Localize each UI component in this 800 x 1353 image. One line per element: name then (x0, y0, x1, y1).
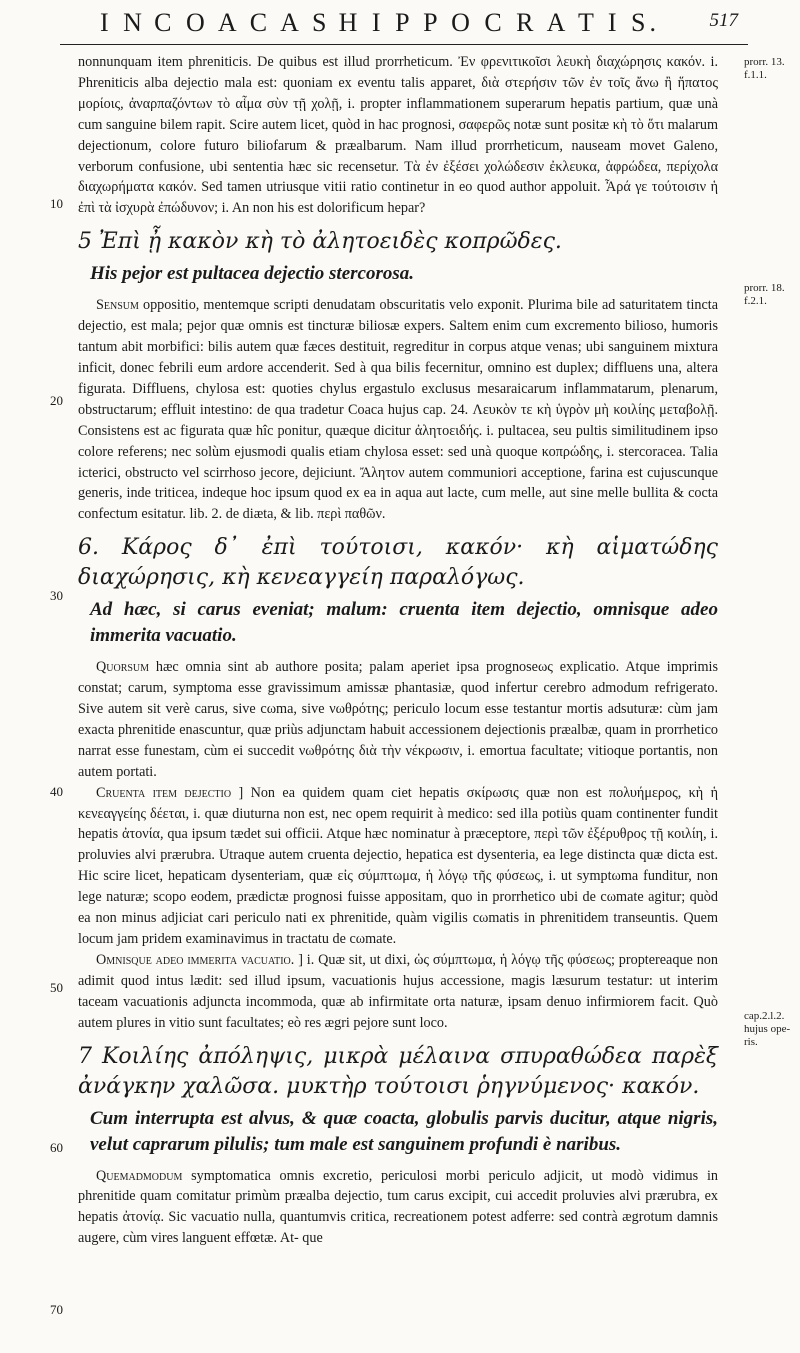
margin-reference-1: prorr. 13. f.1.1. (744, 56, 785, 81)
aphorism-7-commentary (78, 1166, 718, 1250)
aphorism-6-commentary-3 (78, 950, 718, 1034)
commentary-paragraph: nonnunquam item phreniticis. De quibus est illud prorrheticum. Ἐν φρενιτικοῖσι λευκὴ διαχώρησις κακόν. i. Phreniticis alba dejectio mala est: quoniam ex eventu talis apparet, διὰ στερήσιν τῶν ἐν τοῖς ἄνω ἢ ἥπατος μορίοις, ἀναρπαζόντων τὸ αἷμα σὺν τῇ χολῇ, i. propter inflammationem superarum hepatis partium, quæ unà cum sanguine bilem rapit. Scire autem licet, quòd in hac prognosi, σαφερῶς notæ sunt positæ κὴ τὸ ὅτι malarum dejectionum, colore futuro biliofarum & præalbarum. Nam illud prorrheticum, nauseam movet Galeno, verborum confusione, ubi sententia hæc sic recensetur. Τὰ ἐν ἐξέσει χολώδεσιν ἐκλευκα, ἀφρώδεα, περίχολα διαχωρήματα κακόν. Sed tamen utriusque vitii ratio continetur in eo quod author appoluit. Ἆρά γε τούτοισιν ἡ ἐπὶ τὰ ἰσχυρὰ ἐπώδυνον; i. An non his est dolorificum hepar? (78, 54, 718, 217)
running-head-word-2: C O A C A S (154, 8, 331, 37)
aphorism-6-commentary-2 (78, 783, 718, 950)
aphorism-7-latin: Cum interrupta est alvus, & quæ coacta, globulis parvis ducitur, atque nigris, velut caprarum pilulis; tum male est sanguinem profundi è naribus. (90, 1107, 718, 1155)
commentary-lead-word: Quorsum (96, 659, 150, 676)
aphorism-5-greek: 5 Ἐπὶ ᾖ κακὸν κὴ τὸ ἀλητοειδὲς κοπρῶδες. (78, 229, 562, 255)
margin-reference-3: cap.2.l.2. hujus ope-ris. (744, 1010, 791, 1048)
page-number: 517 (709, 10, 738, 31)
commentary-lead-word: Cruenta item dejectio ] (96, 784, 244, 801)
aphorism-5-latin: His pejor est pultacea dejectio stercorosa. (90, 263, 415, 285)
aphorism-6-greek: 6. Κάρος δ᾽ ἐπὶ τούτοισι, κακόν· κὴ αἱματώδης διαχώρησις, κὴ κενεαγγείη παραλόγως. (78, 535, 718, 591)
commentary-text: symptomatica omnis excretio, periculosi morbi periculo adjicit, ut modò vidimus in phrenitide quam comitatur primùm præalba dejectio, tum carus excipit, cui accedit proluvies alvi prærubra, ex hepatis ἀτονίᾳ. Sic vacuatio nulla, quantumvis critica, recreationem potest adferre: sed contrà ægrotum damnis augere, cùm vires languent effœtæ. At- que (78, 1167, 718, 1247)
running-head (100, 8, 660, 38)
aphorism-7-greek: 7 Κοιλίης ἀπόληψις, μικρὰ μέλαινα σπυραθώδεα παρὲξ ἀνάγκην χαλῶσα. μυκτὴρ τούτοισι ῥηγνύμενος· κακόν. (78, 1043, 718, 1099)
line-number: 20 (50, 393, 63, 408)
line-number: 50 (50, 980, 63, 995)
line-number: 70 (50, 1302, 63, 1317)
commentary-text: oppositio, mentemque scripti denudatam obscuritatis velo exponit. Plurima bile ad saturitatem tincta dejectio, est mala; pejor quæ omnis est tincturæ biliosæ expers. Saltem enim cum excremento bilioso, humoris tantum abit morbifici: bilis autem quæ fæces destituit, regreditur in corpus atque venas; ubi sanguinem mixtura inficit, donec febrili eum ardore accenderit. Sed à qua bilis fecernitur, omnino est duplex; diffluens una, altera figurata. Diffluens, chylosa est: quoties chylus ergastulo exclusus mesaraicarum inflammatarum, plenarum, obstructarum; effluit intestino: de qua tradetur Coaca hujus cap. 24. Λευκὸν τε κὴ ὑγρὸν μὴ κοιλίης μεταβολῇ. Consistens est ac figurata quæ hîc ponitur, quæque dicitur ἀλητοειδής. i. pultacea, seu pultis similitudinem ipso colore referens; nec solùm ejusmodi qualis etiam chylosa esset: sed unà quoque κοπρώδης, i. stercoracea. Talia icterici, obstructo vel scirrhoso jecore, dejiciunt. Ἄλητον autem communiori acceptione, farina est cujuscunque generis, inde triticea, indeque hoc ipsum quod ex ea in aqua aut lacte, cum melle, aut sine melle bullita & cocta confectum esitatur. lib. 2. de diæta, & lib. περὶ παθῶν. (78, 297, 719, 523)
margin-reference-2: prorr. 18. f.2.1. (744, 282, 785, 307)
line-number: 10 (50, 196, 63, 211)
commentary-lead-word: Sensum (96, 297, 139, 314)
aphorism-6-latin: Ad hæc, si carus eveniat; malum: cruenta item dejectio, omnisque adeo immerita vacuatio. (90, 599, 718, 647)
line-number: 40 (50, 784, 63, 799)
line-number: 30 (50, 588, 63, 603)
commentary-text: Non ea quidem quam ciet hepatis σκίρωσις quæ non est πολυήμερος, κὴ ἡ κενεαγγείης δέεται, i. quæ diuturna non est, nec opem requirit à medico: sed illa potiùs quam continenter fundit hepatis ἀτονία, qua ipsum tædet sui officii. Atque hæc nominatur à præceptore, περὶ τῶν ἐξέρυθρος τῇ κοιλίη, i. proluvies alvi prærubra. Utraque autem cruenta dejectio, hepatica est dysenteria, ea lege distincta quæ dicta est. Hic scire licet, hepaticam dysenteriam, quæ εἰς σύμπτωμα, ἡ λόγῳ τῆς φύσεως, i. ut symptωma funditur, non lege naturæ; scopo eodem, prædictæ prognosi fuisse appositam, quo in prorrhetico ubi de cωmate agitur; quòd ea non minus adjiciat cari periculo nati ex phrenitide, quàm vigilis cωmatis in phrenitidem transeuntis. Quem locum jam pridem examinavimus in tractatu de cωmate. (78, 784, 718, 947)
commentary-lead-word: Omnisque adeo immerita vacuatio. ] (96, 951, 303, 968)
aphorism-6-commentary (78, 657, 718, 782)
running-head-word-3: H I P P O C R A T I S. (338, 8, 660, 37)
commentary-lead-word: Quemadmodum (96, 1167, 183, 1184)
header-rule (60, 44, 748, 45)
main-text (78, 52, 718, 1249)
aphorism-5-commentary (78, 295, 718, 525)
commentary-text: i. Quæ sit, ut dixi, ὡς σύμπτωμα, ἡ λόγῳ τῆς φύσεως; proptereaque non adimit quod intus lædit: sed illud ipsum, vacuationis hujus accessione, magis læsurum testatur: ut interim taceam vacuationis adjuncta incommoda, quæ ab infirmitate orta naturæ, ipsam denuo infirmiorem facit. Quò autem plures in vitio sunt facultates; eò res ægri pejore sunt loco. (78, 951, 718, 1031)
line-number: 60 (50, 1140, 63, 1155)
running-head-word-1: I N (100, 8, 146, 37)
commentary-text: hæc omnia sint ab authore posita; palam aperiet ipsa prognoseως explicatio. Atque imprimis constat; carum, symptoma esse gravissimum amissæ phantasiæ, quod infertur cerebro admodum refrigerato. Sive autem sit verè carus, sive cωma, sive νωθρότης; periculo locum esse testantur mortis adsuturæ: cùm jam exacta phrenitide enascuntur, quæ priùs adjunctam habuit accessionem dejectionis præalbæ, quam in prorrhetico narrat esse funestam, cùm ei succedit νωθρότης διὰ τὴν νέκρωσιν, i. emortua facultate; vitioque portantis, non autem portati. (78, 659, 718, 780)
